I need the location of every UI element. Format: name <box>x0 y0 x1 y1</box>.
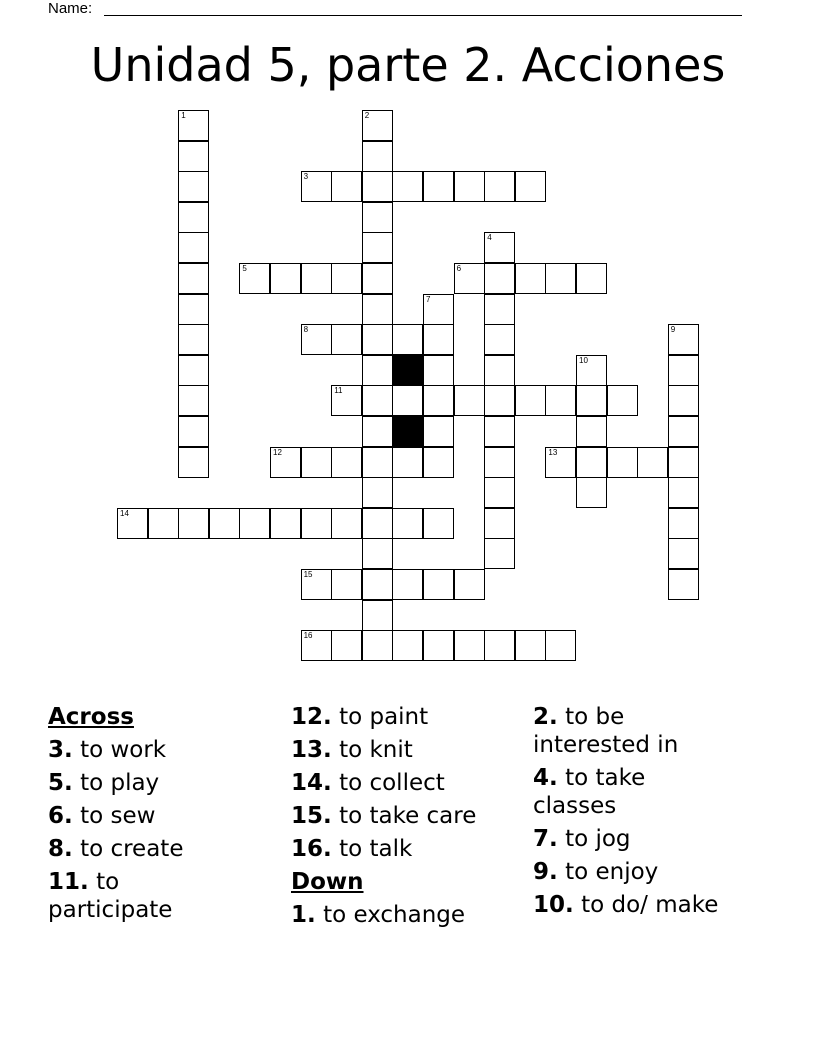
grid-cell[interactable] <box>423 508 454 539</box>
grid-cell[interactable] <box>331 447 362 478</box>
grid-cell[interactable] <box>668 355 699 386</box>
grid-cell[interactable] <box>362 324 393 355</box>
clue-number: 16 <box>303 631 313 641</box>
grid-cell[interactable] <box>668 569 699 600</box>
grid-cell[interactable] <box>423 324 454 355</box>
name-label: Name: <box>48 0 93 17</box>
grid-cell[interactable] <box>576 447 607 478</box>
clue-down-2: 2. to be interested in <box>533 704 679 758</box>
grid-cell[interactable] <box>178 171 209 202</box>
grid-cell[interactable] <box>423 385 454 416</box>
clue-down-9: 9. to enjoy <box>533 859 659 885</box>
grid-cell[interactable] <box>423 569 454 600</box>
clue-across-3: 3. to work <box>48 737 167 763</box>
grid-cell[interactable] <box>362 447 393 478</box>
grid-cell[interactable] <box>331 324 362 355</box>
clue-across-12: 12. to paint <box>291 704 429 730</box>
clue-number: 13 <box>548 447 558 457</box>
grid-cell[interactable] <box>362 600 393 631</box>
grid-cell[interactable] <box>331 171 362 202</box>
grid-cell[interactable] <box>423 630 454 661</box>
grid-cell[interactable] <box>301 447 332 478</box>
grid-cell[interactable] <box>331 385 362 416</box>
grid-cell[interactable] <box>178 110 209 141</box>
grid-cell[interactable] <box>362 508 393 539</box>
grid-cell[interactable] <box>301 569 332 600</box>
clue-number: 10 <box>579 355 588 365</box>
grid-cell[interactable] <box>301 324 332 355</box>
clue-across-13: 13. to knit <box>291 737 413 763</box>
grid-cell[interactable] <box>545 447 576 478</box>
grid-cell[interactable] <box>209 508 240 539</box>
grid-cell[interactable] <box>423 447 454 478</box>
grid-cell[interactable] <box>607 385 638 416</box>
grid-cell[interactable] <box>545 385 576 416</box>
grid-cell[interactable] <box>515 171 546 202</box>
grid-cell[interactable] <box>331 508 362 539</box>
grid-cell[interactable] <box>484 508 515 539</box>
grid-cell[interactable] <box>576 477 607 508</box>
grid-cell[interactable] <box>239 263 270 294</box>
clue-number: 7 <box>426 294 431 304</box>
grid-cell[interactable] <box>454 630 485 661</box>
grid-cell[interactable] <box>178 416 209 447</box>
grid-cell[interactable] <box>270 263 301 294</box>
clue-number: 14 <box>120 508 129 518</box>
grid-cell[interactable] <box>362 385 393 416</box>
grid-cell[interactable] <box>331 263 362 294</box>
grid-cell[interactable] <box>637 447 668 478</box>
page-title: Unidad 5, parte 2. Acciones <box>90 38 726 92</box>
down-heading: Down <box>291 869 364 895</box>
clue-number: 12 <box>273 447 282 457</box>
grid-cell[interactable] <box>484 324 515 355</box>
grid-cell[interactable] <box>362 477 393 508</box>
grid-cell[interactable] <box>668 508 699 539</box>
grid-cell[interactable] <box>484 477 515 508</box>
grid-cell[interactable] <box>301 630 332 661</box>
clue-number: 9 <box>670 325 676 335</box>
grid-cell[interactable] <box>454 171 485 202</box>
across-heading: Across <box>48 704 134 730</box>
grid-cell[interactable] <box>423 171 454 202</box>
grid-cell[interactable] <box>362 569 393 600</box>
grid-cell[interactable] <box>576 416 607 447</box>
clue-number: 15 <box>303 570 313 579</box>
grid-cell[interactable] <box>392 569 423 600</box>
grid-cell[interactable] <box>301 171 332 202</box>
grid-cell[interactable] <box>484 538 515 569</box>
grid-cell[interactable] <box>178 508 209 539</box>
grid-cell[interactable] <box>178 141 209 172</box>
grid-cell[interactable] <box>392 630 423 661</box>
grid-cell[interactable] <box>668 324 699 355</box>
grid-cell[interactable] <box>362 263 393 294</box>
grid-cell[interactable] <box>392 324 423 355</box>
grid-cell[interactable] <box>362 630 393 661</box>
black-square <box>392 416 423 447</box>
grid-cell[interactable] <box>484 171 515 202</box>
grid-cell[interactable] <box>362 171 393 202</box>
grid-cell[interactable] <box>668 538 699 569</box>
grid-cell[interactable] <box>362 141 393 172</box>
grid-cell[interactable] <box>545 630 576 661</box>
clue-across-11: 11. to participate <box>48 869 173 923</box>
clue-down-7: 7. to jog <box>533 826 631 852</box>
grid-cell[interactable] <box>484 263 515 294</box>
grid-cell[interactable] <box>270 447 301 478</box>
grid-cell[interactable] <box>484 447 515 478</box>
clue-number: 5 <box>242 264 247 273</box>
clue-down-10: 10. to do/ make <box>533 892 719 918</box>
grid-cell[interactable] <box>362 416 393 447</box>
grid-cell[interactable] <box>178 385 209 416</box>
name-line[interactable] <box>104 15 742 16</box>
grid-cell[interactable] <box>607 447 638 478</box>
grid-cell[interactable] <box>423 294 454 325</box>
clue-across-16: 16. to talk <box>291 836 413 862</box>
grid-cell[interactable] <box>178 294 209 325</box>
grid-cell[interactable] <box>423 355 454 386</box>
grid-cell[interactable] <box>454 263 485 294</box>
grid-cell[interactable] <box>515 385 546 416</box>
clue-number: 6 <box>456 264 462 273</box>
grid-cell[interactable] <box>576 355 607 386</box>
grid-cell[interactable] <box>301 263 332 294</box>
grid-cell[interactable] <box>668 477 699 508</box>
grid-cell[interactable] <box>484 385 515 416</box>
grid-cell[interactable] <box>392 385 423 416</box>
clue-number: 8 <box>303 325 309 335</box>
grid-cell[interactable] <box>148 508 179 539</box>
black-square <box>392 355 423 386</box>
grid-cell[interactable] <box>362 355 393 386</box>
grid-cell[interactable] <box>515 630 546 661</box>
grid-cell[interactable] <box>117 508 148 539</box>
grid-cell[interactable] <box>178 355 209 386</box>
grid-cell[interactable] <box>576 385 607 416</box>
clue-column-1 <box>48 703 280 929</box>
grid-cell[interactable] <box>484 630 515 661</box>
grid-cell[interactable] <box>178 263 209 294</box>
clue-number: 3 <box>303 172 309 182</box>
grid-cell[interactable] <box>576 263 607 294</box>
clue-column-2 <box>291 703 523 934</box>
grid-cell[interactable] <box>178 202 209 233</box>
grid-cell[interactable] <box>392 447 423 478</box>
clue-number: 11 <box>334 386 343 396</box>
grid-cell[interactable] <box>178 324 209 355</box>
grid-cell[interactable] <box>362 232 393 263</box>
grid-cell[interactable] <box>545 263 576 294</box>
clue-across-5: 5. to play <box>48 770 160 796</box>
clue-number: 2 <box>364 111 370 120</box>
grid-cell[interactable] <box>301 508 332 539</box>
grid-cell[interactable] <box>668 447 699 478</box>
grid-cell[interactable] <box>484 416 515 447</box>
clue-down-4: 4. to take classes <box>533 765 646 819</box>
grid-cell[interactable] <box>331 569 362 600</box>
grid-cell[interactable] <box>178 232 209 263</box>
clue-across-14: 14. to collect <box>291 770 445 796</box>
clue-across-6: 6. to sew <box>48 803 156 829</box>
clue-number: 4 <box>487 233 492 243</box>
grid-cell[interactable] <box>454 385 485 416</box>
grid-cell[interactable] <box>392 508 423 539</box>
grid-cell[interactable] <box>454 569 485 600</box>
grid-cell[interactable] <box>484 355 515 386</box>
grid-cell[interactable] <box>484 232 515 263</box>
grid-cell[interactable] <box>362 538 393 569</box>
grid-cell[interactable] <box>362 202 393 233</box>
grid-cell[interactable] <box>362 294 393 325</box>
clue-down-1: 1. to exchange <box>291 902 466 928</box>
grid-cell[interactable] <box>331 630 362 661</box>
clue-across-8: 8. to create <box>48 836 184 862</box>
grid-cell[interactable] <box>362 110 393 141</box>
clue-column-3 <box>533 703 763 924</box>
grid-cell[interactable] <box>178 447 209 478</box>
clue-number: 1 <box>181 111 186 120</box>
grid-cell[interactable] <box>668 385 699 416</box>
clue-across-15: 15. to take care <box>291 803 477 829</box>
grid-cell[interactable] <box>484 294 515 325</box>
grid-cell[interactable] <box>392 171 423 202</box>
grid-cell[interactable] <box>270 508 301 539</box>
name-row <box>48 0 92 18</box>
grid-cell[interactable] <box>239 508 270 539</box>
grid-cell[interactable] <box>423 416 454 447</box>
grid-cell[interactable] <box>668 416 699 447</box>
grid-cell[interactable] <box>515 263 546 294</box>
